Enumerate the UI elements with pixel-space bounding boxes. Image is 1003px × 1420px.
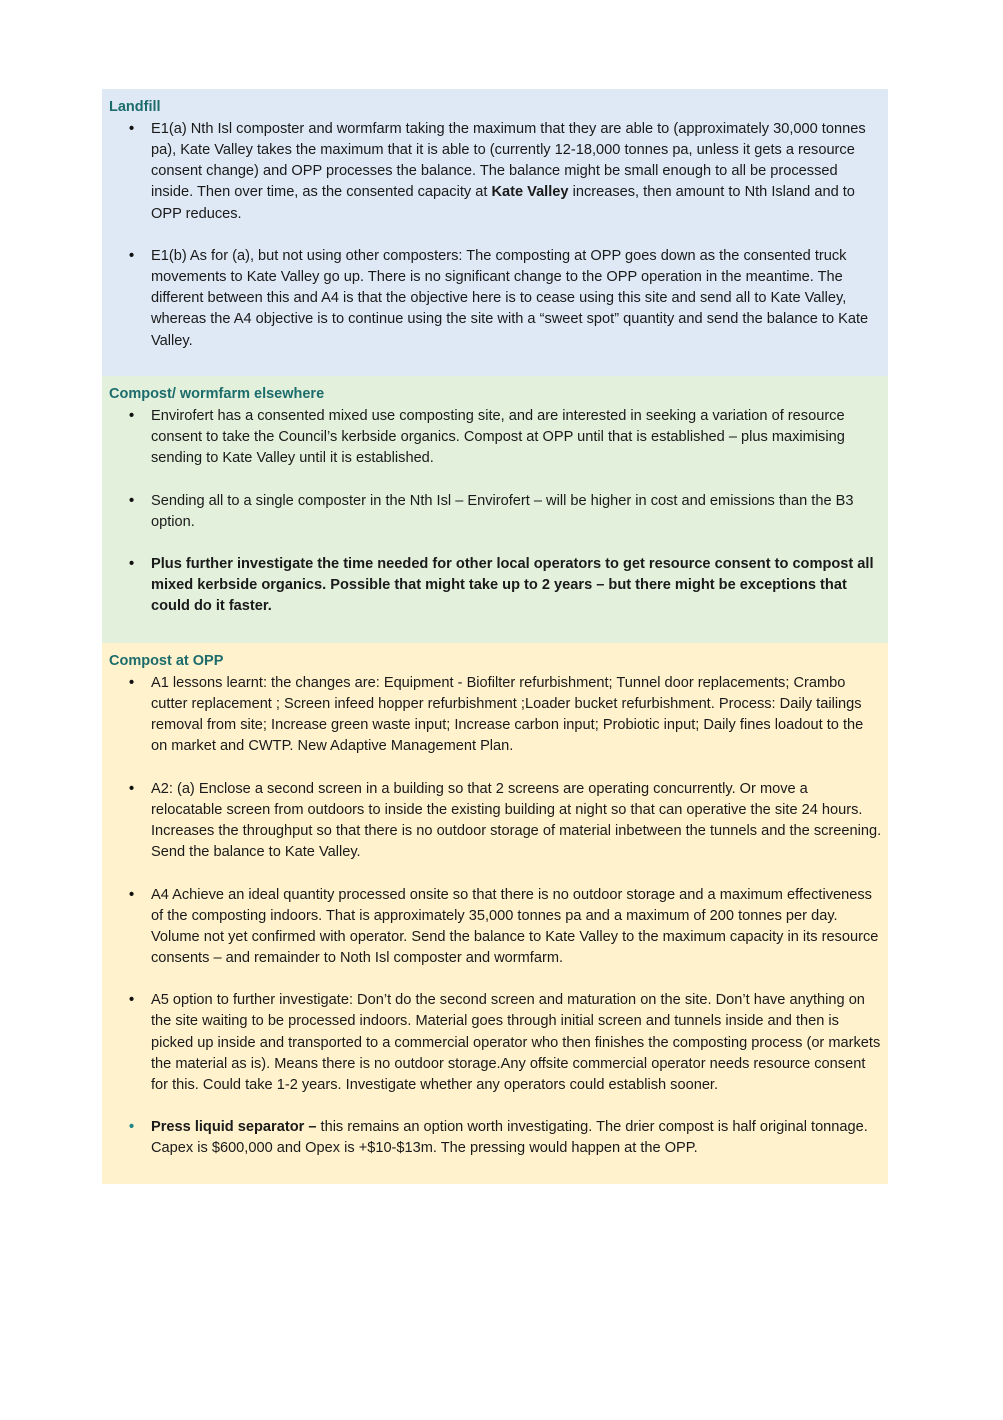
bullet-icon: • [129,780,135,797]
bullet-icon: • [129,675,135,691]
item-text: A4 Achieve an ideal quantity processed onsite so that there is no outdoor storage and a maximum effectiveness of the composting indoors. That is approximately 35,000 tonnes pa and a maximum of 200 tonnes per day. Volume not yet confirmed with operator. Send the balance to Kate Valley to the maximum capacity in its resource consents – and remainder to Noth Isl composter and wormfarm. [151,886,879,966]
list-item [109,406,882,469]
section-landfill [102,89,888,376]
list-item [109,491,882,533]
list-item [109,119,882,225]
item-text: A5 option to further investigate: Don’t do the second screen and maturation on the site. Don’t have anything on the site waiting to be processed indoors. Material goes through initial screen and tunnels inside and then is picked up inside and transported to a commercial operator who then finishes the composting process (or markets the material as is). Means there is no outdoor storage.Any offsite commercial operator needs resource consent for this. Could take 1-2 years. Investigate whether any operators could establish sooner. [151,992,881,1093]
section-heading-compost-opp: Compost at OPP [109,653,224,669]
item-text: E1(a) Nth Isl composter and wormfarm taking the maximum that they are able to (approximately 30,000 tonnes pa), Kate Valley takes the maximum that it is able to (currently 12-18,000 tonnes pa, unless it gets a resource consent change) and OPP processes the balance. The balance might be small enough to all be processed inside. Then over time, as the consented capacity at [151,121,866,201]
section-heading-compost-elsewhere: Compost/ wormfarm elsewhere [109,386,325,402]
list-item [109,990,882,1096]
section-heading-landfill: Landfill [109,99,161,115]
bullet-icon: • [129,556,135,573]
bullet-icon: • [129,121,135,137]
list-item [109,1117,882,1159]
list-item [109,885,882,970]
list-item [109,779,882,864]
item-text: A2: (a) Enclose a second screen in a building so that 2 screens are operating concurrently. Or move a relocatable screen from outdoors to inside the existing building at night so that can operative the site 24 hours. Increases the throughput so that there is no outdoor storage of material inbetween the tunnels and the screening. Send the balance to Kate Valley. [151,780,882,861]
item-bold-text: Plus further investigate the time needed for other local operators to get resource consent to compost all mixed kerbside organics. Possible that might take up to 2 years – but there might be exceptions that could do it faster. [151,556,874,615]
bullet-icon: • [129,408,135,424]
section-compost-elsewhere [102,376,888,643]
item-text: increases, then amount to Nth Island and to OPP reduces. [151,184,855,222]
item-text: E1(b) As for (a), but not using other composters: The composting at OPP goes down as the consented truck movements to Kate Valley go up. There is no significant change to the OPP operation in the meantime. The different between this and A4 is that the objective here is to cease using this site and send all to Kate Valley, whereas the A4 objective is to continue using the site with a “sweet spot” quantity and send the balance to Kate Valley. [151,247,869,349]
item-bold-text: Kate Valley [491,184,569,201]
item-text: this remains an option worth investigating. The drier compost is half original tonnage. Capex is $600,000 and Opex is +$10-$13m. The pressing would happen at the OPP. [151,1119,868,1157]
bullet-icon: • [129,492,135,509]
list-item [109,554,882,617]
item-bold-text: Press liquid separator – [151,1119,317,1136]
bullet-list-compost-opp [109,673,882,1160]
item-text: Sending all to a single composter in the Nth Isl – Envirofert – will be higher in cost and emissions than the B3 option. [151,492,854,530]
teal-bullet-icon: • [129,1119,135,1136]
bullet-icon: • [129,886,135,903]
section-compost-opp [102,643,888,1184]
item-text: A1 lessons learnt: the changes are: Equipment - Biofilter refurbishment; Tunnel door replacements; Crambo cutter replacement ; Screen infeed hopper refurbishment ;Loader bucket refurbishment. Process: Daily tailings removal from site; Increase green waste input; Increase carbon input; Probiotic input; Daily fines loadout to the on market and CWTP. New Adaptive Management Plan. [151,675,864,755]
bullet-list-compost-elsewhere [109,406,882,618]
bullet-list-landfill [109,119,882,352]
list-item [109,673,882,758]
bullet-icon: • [129,247,135,264]
bullet-icon: • [129,992,135,1009]
item-text: Envirofert has a consented mixed use composting site, and are interested in seeking a variation of resource consent to take the Council’s kerbside organics. Compost at OPP until that is established – plus maximising sending to Kate Valley until it is established. [151,408,845,467]
list-item [109,246,882,352]
